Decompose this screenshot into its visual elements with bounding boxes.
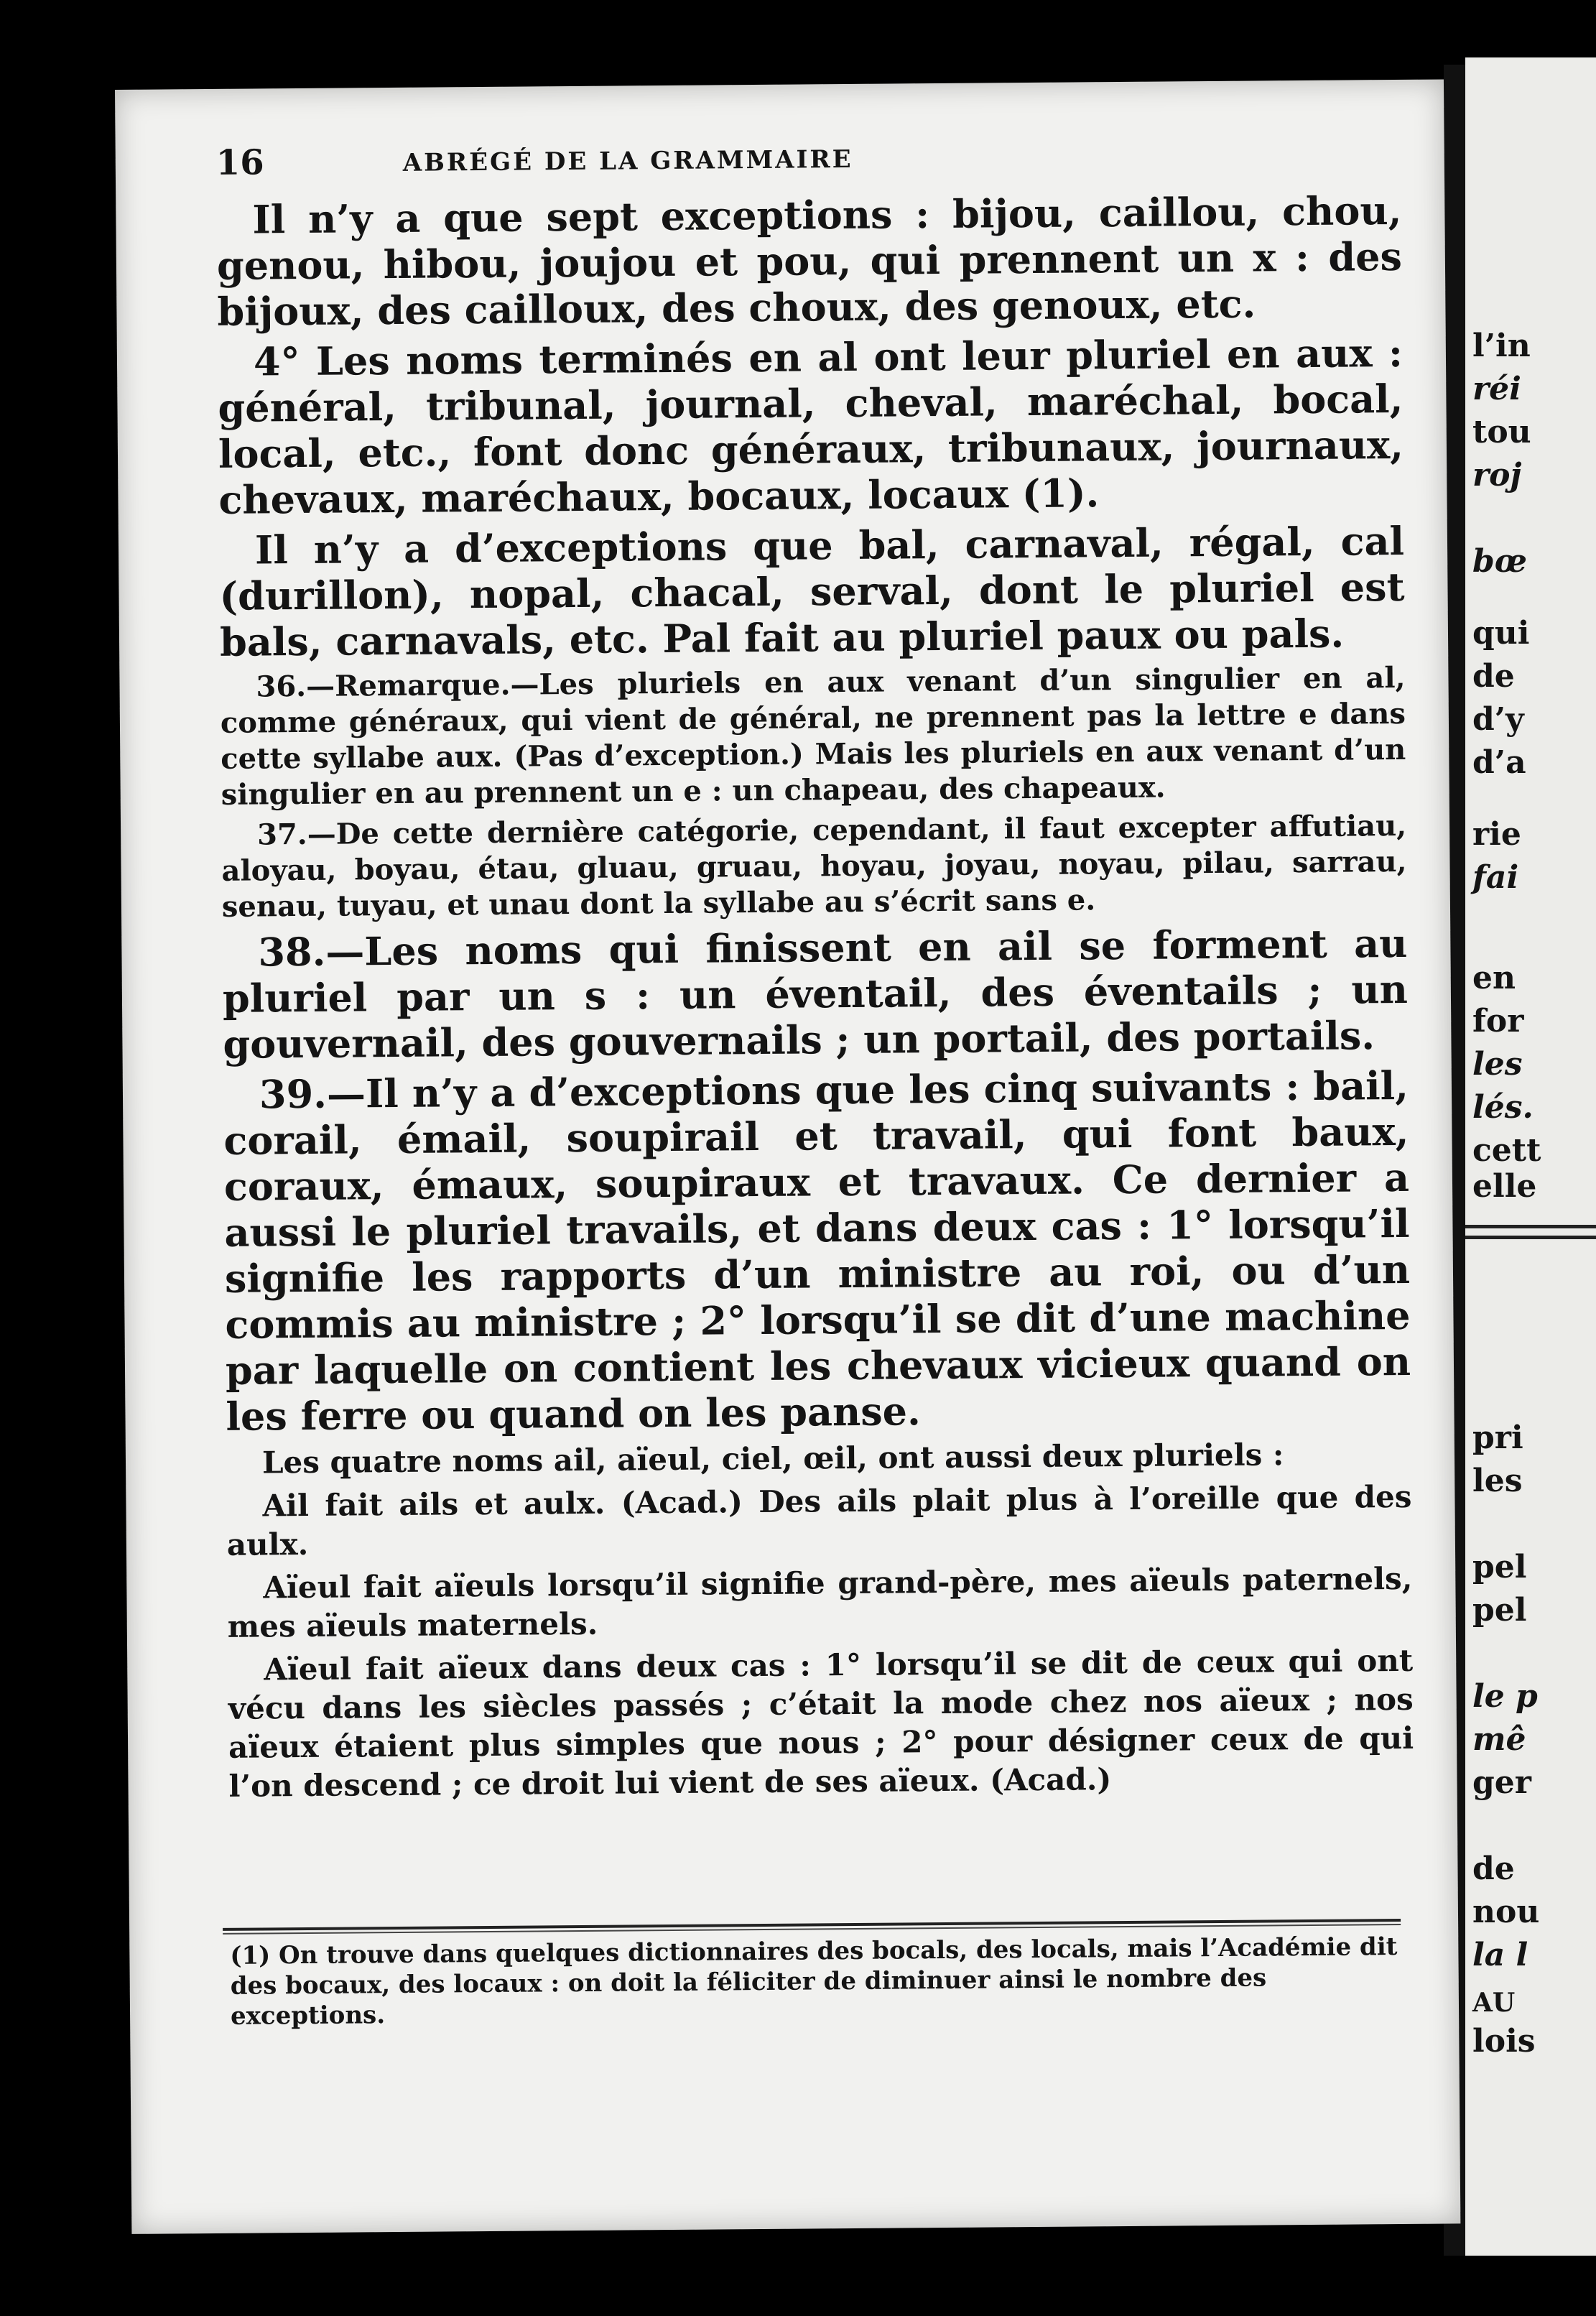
facing-fragment: nou: [1472, 1894, 1540, 1930]
facing-rule: [1465, 1225, 1596, 1228]
facing-fragment: rie: [1472, 816, 1521, 853]
facing-fragment: d’a: [1472, 744, 1526, 781]
facing-fragment: les: [1472, 1463, 1523, 1499]
facing-fragment: bœ: [1472, 543, 1527, 580]
page-body: [216, 187, 1414, 1810]
facing-fragment: pel: [1472, 1592, 1527, 1629]
paragraph-37: 37.—De cette dernière catégorie, cependant, il faut excepter affutiau, aloyau, boyau, étau, gluau, gruau, hoyau, joyau, noyau, pilau, sarrau, senau, tuyau, et unau dont la syllabe au s’écrit sans e.: [221, 808, 1407, 924]
facing-fragment: tou: [1472, 414, 1531, 450]
facing-fragment: pri: [1472, 1419, 1523, 1456]
paragraph-exceptions-ou: Il n’y a que sept exceptions : bijou, caillou, chou, genou, hibou, joujou et pou, qui prennent un x : des bijoux, des cailloux, des choux, des genoux, etc.: [216, 187, 1403, 335]
facing-page-fragment: [1465, 57, 1596, 2256]
facing-fragment: roj: [1472, 457, 1522, 494]
paragraph-aieul-2: Aïeul fait aïeux dans deux cas : 1° lorsqu’il se dit de ceux qui ont vécu dans les siècles passés ; c’était la mode chez nos aïeux ; nos aïeux étaient plus simples que nous ; 2° pour désigner ceux de qui l’on descend ; ce droit lui vient de ses aïeux. (Acad.): [228, 1642, 1414, 1804]
facing-fragment: lés.: [1472, 1089, 1534, 1126]
facing-fragment: la l: [1472, 1937, 1528, 1973]
paragraph-aieul-1: Aïeul fait aïeuls lorsqu’il signifie grand-père, mes aïeuls paternels, mes aïeuls maternels.: [227, 1560, 1413, 1644]
facing-fragment: réi: [1472, 371, 1521, 407]
paragraph-exceptions-al: Il n’y a d’exceptions que bal, carnaval, régal, cal (durillon), nopal, chacal, serval, dont le pluriel est bals, carnavals, etc. Pal fait au pluriel paux ou pals.: [219, 517, 1405, 665]
paragraph-38: 38.—Les noms qui finissent en ail se forment au pluriel par un s : un éventail, des éventails ; un gouvernail, des gouvernails ; un portail, des portails.: [222, 920, 1409, 1067]
facing-fragment: de: [1472, 658, 1515, 695]
paragraph-four-nouns: Les quatre noms ail, aïeul, ciel, œil, ont aussi deux pluriels :: [261, 1437, 1284, 1481]
facing-fragment: ger: [1472, 1764, 1531, 1801]
facing-fragment: d’y: [1472, 701, 1524, 738]
running-title: ABRÉGÉ DE LA GRAMMAIRE: [402, 144, 853, 177]
facing-fragment: cett: [1472, 1132, 1541, 1169]
facing-fragment: l’in: [1472, 328, 1531, 364]
page: [115, 79, 1460, 2233]
facing-rule: [1465, 1236, 1596, 1239]
facing-fragment: elle: [1472, 1168, 1537, 1205]
footnote: (1) On trouve dans quelques dictionnaires des bocals, des locals, mais l’Académie dit des bocaux, des locaux : on doit la féliciter de diminuer ainsi le nombre des exceptions.: [230, 1932, 1398, 2031]
paragraph-rule-4: 4° Les noms terminés en al ont leur pluriel en aux : général, tribunal, journal, cheval, maréchal, bocal, local, etc., font donc généraux, tribunaux, journaux, chevaux, maréchaux, bocaux, locaux (1).: [218, 329, 1404, 523]
facing-fragment: AU: [1472, 1988, 1516, 2018]
paragraph-ail: Ail fait ails et aulx. (Acad.) Des ails plait plus à l’oreille que des aulx.: [226, 1478, 1412, 1562]
facing-fragment: les: [1472, 1046, 1523, 1083]
paragraph-remark-36: 36.—Remarque.—Les pluriels en aux venant d’un singulier en al, comme généraux, qui vient de général, ne prennent pas la lettre e dans cette syllabe aux. (Pas d’exception.) Mais les pluriels en aux venant d’un singulier en au prennent un e : un chapeau, des chapeaux.: [220, 660, 1406, 812]
facing-fragment: for: [1472, 1003, 1524, 1039]
facing-fragment: en: [1472, 960, 1516, 996]
facing-fragment: mê: [1472, 1721, 1526, 1758]
page-number: 16: [215, 142, 264, 183]
paragraph-39: 39.—Il n’y a d’exceptions que les cinq suivants : bail, corail, émail, soupirail et travail, qui font baux, coraux, émaux, soupiraux et travaux. Ce dernier a aussi le pluriel travails, et dans deux cas : 1° lorsqu’il signifie les rapports d’un ministre au roi, ou d’un commis au ministre ; 2° lorsqu’il se dit d’une machine par laquelle on contient les chevaux vicieux quand on les ferre ou quand on les panse.: [223, 1062, 1411, 1440]
facing-fragment: le p: [1472, 1678, 1538, 1715]
facing-fragment: fai: [1472, 859, 1519, 896]
facing-fragment: qui: [1472, 615, 1530, 652]
facing-fragment: lois: [1472, 2023, 1536, 2060]
facing-fragment: de: [1472, 1851, 1515, 1887]
facing-fragment: pel: [1472, 1549, 1527, 1585]
